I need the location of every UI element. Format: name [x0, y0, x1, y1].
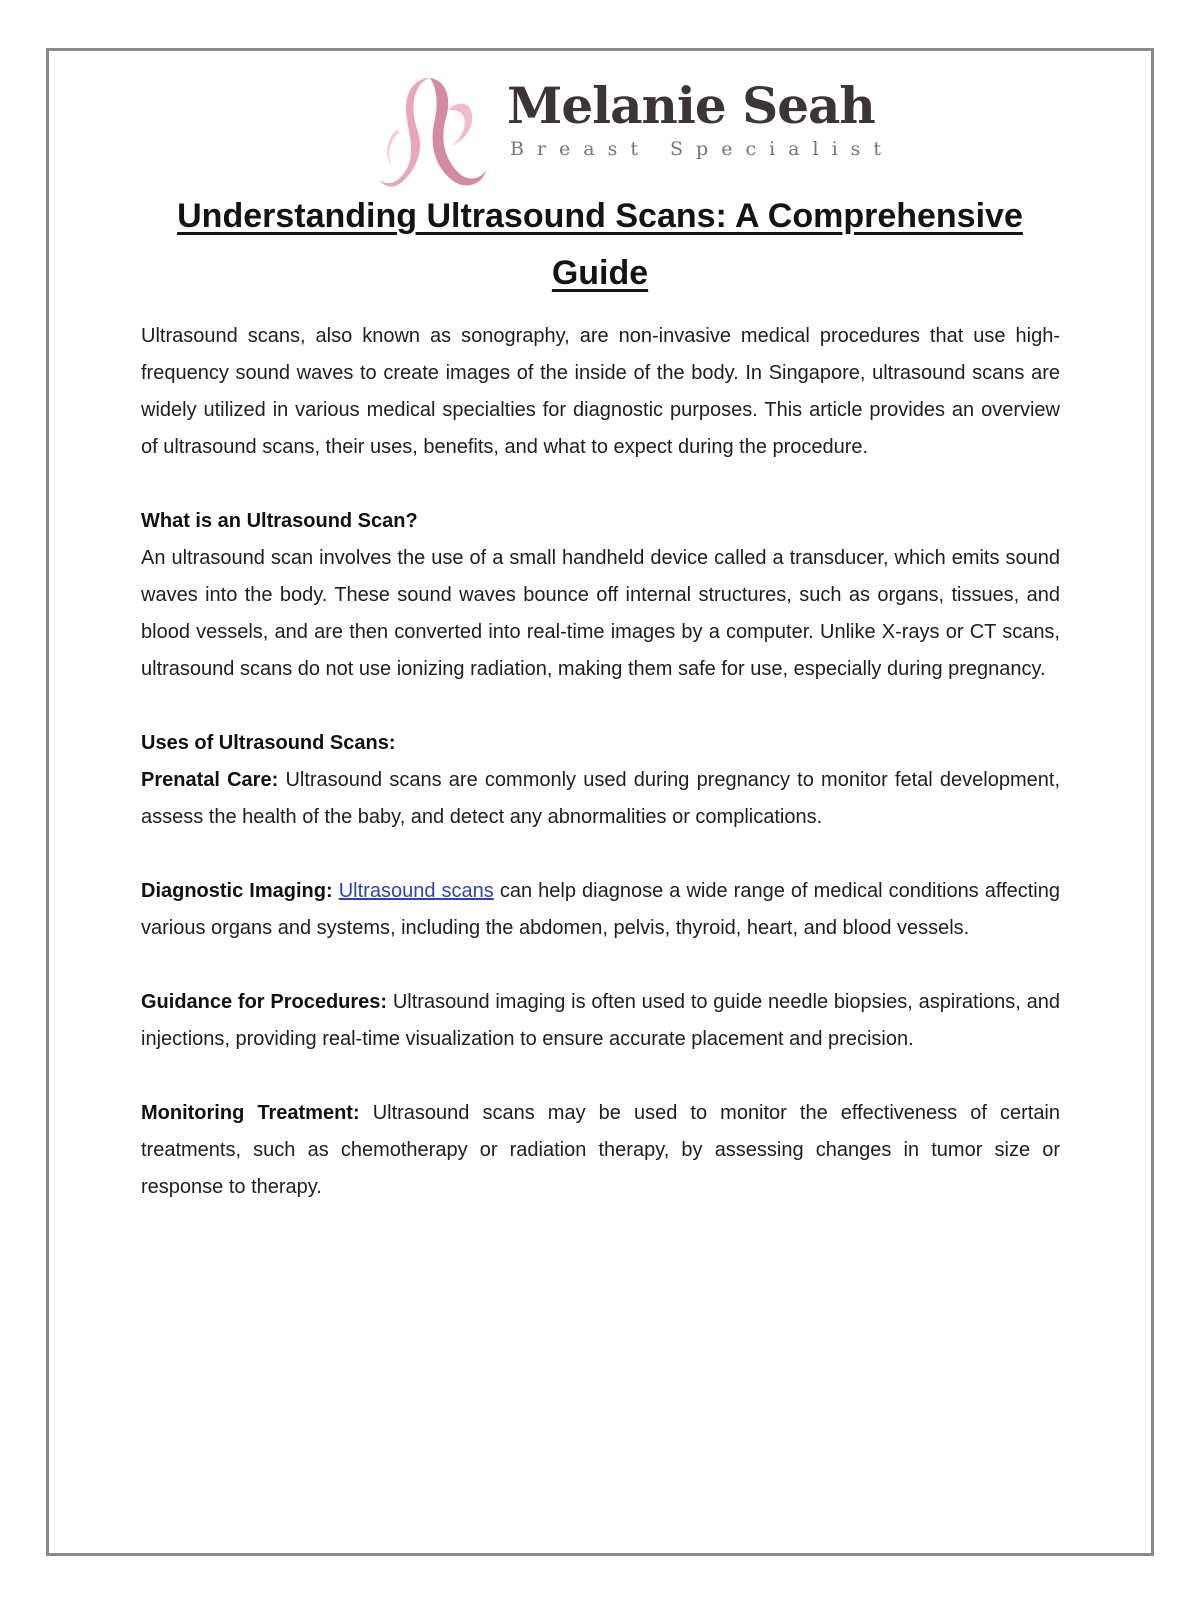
use-text-guidance: Ultrasound imaging is often used to guide needle biopsies, aspirations, and injections, providing real-time visualization to ensure accurate placement and precision.: [141, 991, 1060, 1050]
use-text-diagnostic: can help diagnose a wide range of medical conditions affecting various organs and systems, including the abdomen, pelvis, thyroid, heart, and blood vessels.: [141, 880, 1060, 939]
brand-logo: [372, 70, 895, 200]
what-is-paragraph: An ultrasound scan involves the use of a small handheld device called a transducer, which emits sound waves into the body. These sound waves bounce off internal structures, such as organs, tissues, and blood vessels, and are then converted into real-time images by a computer. Unlike X-rays or CT scans, ultrasound scans do not use ionizing radiation, making them safe for use, especially during pregnancy.: [141, 547, 1060, 680]
use-label-prenatal: Prenatal Care:: [141, 769, 279, 791]
use-label-diagnostic: Diagnostic Imaging:: [141, 880, 333, 902]
section-heading-uses: Uses of Ultrasound Scans:: [141, 732, 396, 754]
article-body: [141, 318, 1060, 1243]
pink-ribbon-icon: [372, 70, 502, 200]
intro-paragraph: Ultrasound scans, also known as sonography, are non-invasive medical procedures that use high-frequency sound waves to create images of the inside of the body. In Singapore, ultrasound scans are widely utilized in various medical specialties for diagnostic purposes. This article provides an overview of ultrasound scans, their uses, benefits, and what to expect during the procedure.: [141, 325, 1060, 458]
use-label-guidance: Guidance for Procedures:: [141, 991, 388, 1013]
use-item-guidance: [141, 984, 1060, 1058]
use-item-monitoring: [141, 1095, 1060, 1206]
ultrasound-scans-link[interactable]: Ultrasound scans: [338, 880, 494, 902]
brand-subtitle: Breast Specialist: [510, 138, 895, 160]
brand-name: Melanie Seah: [507, 76, 875, 135]
use-item-prenatal: [141, 762, 1060, 836]
page-title: Understanding Ultrasound Scans: A Comprehensive Guide: [177, 197, 1023, 292]
use-text-prenatal: Ultrasound scans are commonly used during pregnancy to monitor fetal development, assess the health of the baby, and detect any abnormalities or complications.: [141, 769, 1060, 828]
section-heading-what-is: What is an Ultrasound Scan?: [141, 510, 418, 532]
use-item-diagnostic: [141, 873, 1060, 947]
use-text-monitoring: Ultrasound scans may be used to monitor the effectiveness of certain treatments, such as chemotherapy or radiation therapy, by assessing changes in tumor size or response to therapy.: [141, 1102, 1061, 1198]
use-label-monitoring: Monitoring Treatment:: [141, 1102, 360, 1124]
